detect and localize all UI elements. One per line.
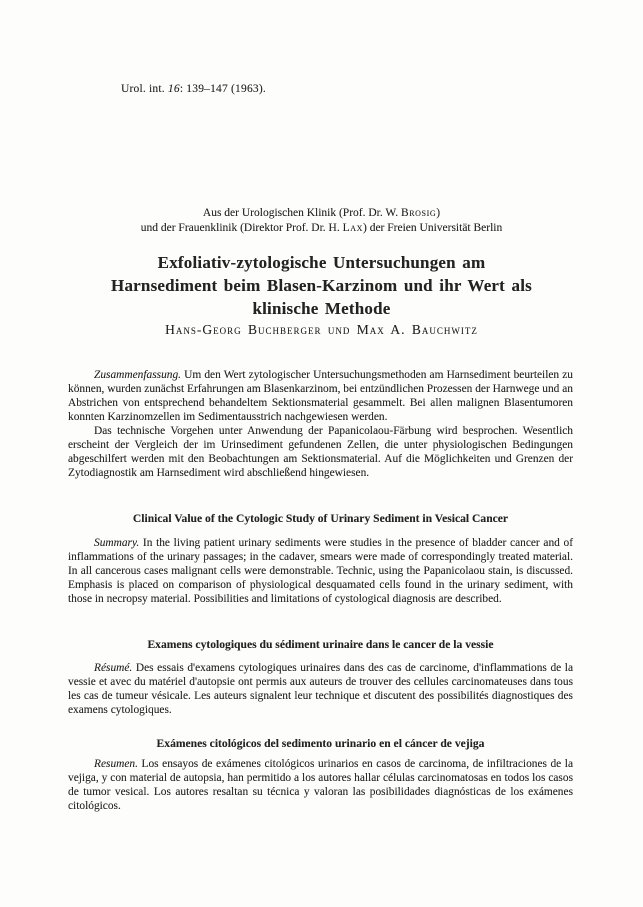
journal-name: Urol. int. bbox=[121, 83, 168, 95]
authors-line: Hans-Georg Buchberger und Max A. Bauchwitz bbox=[165, 322, 478, 337]
abstract-english-paragraph: Summary. In the living patient urinary sediments were studies in the presence of bladder cancer and of inflammations of the urinary passages; in the cadaver, smears were made of correspondingly treated material. In all cancerous cases malignant cells were demonstrable. Technic, using the Papanicolaou stain, is discussed. Emphasis is placed on comparison of physiological desquamated cells found in the urinary sediment, with those in necropsy material. Possibilities and limitations of cystological diagnosis are described. bbox=[68, 537, 573, 605]
abstract-english bbox=[68, 536, 573, 606]
title-line-2: Harnsediment beim Blasen-Karzinom und ihr Wert als bbox=[111, 276, 532, 295]
paper-title bbox=[55, 251, 588, 320]
abstract-spanish bbox=[68, 757, 573, 813]
section-heading-french: Examens cytologiques du sédiment urinaire dans le cancer de la vessie bbox=[147, 638, 494, 651]
section-heading-spanish: Exámenes citológicos del sedimento urinario en el cáncer de vejiga bbox=[156, 737, 485, 750]
abstract-french bbox=[68, 661, 573, 717]
abstract-english-label: Summary. bbox=[94, 537, 140, 549]
title-line-3: klinische Methode bbox=[252, 299, 391, 318]
abstract-german bbox=[68, 368, 573, 480]
professor-name-lax: Lax bbox=[342, 222, 363, 234]
abstract-french-label: Résumé. bbox=[94, 662, 133, 674]
affiliation bbox=[55, 206, 588, 236]
abstract-german-label: Zusammenfassung. bbox=[94, 369, 182, 381]
affiliation-line-1: Aus der Urologischen Klinik (Prof. Dr. W. Brosig) bbox=[202, 207, 441, 219]
section-heading-english: Clinical Value of the Cytologic Study of Urinary Sediment in Vesical Cancer bbox=[132, 512, 509, 525]
affiliation-line-2: und der Frauenklinik (Direktor Prof. Dr. H. Lax) der Freien Universität Berlin bbox=[140, 222, 503, 234]
abstract-german-paragraph-1: Zusammenfassung. Um den Wert zytologischer Untersuchungsmethoden am Harnsediment beurteilen zu können, wurden zunächst Erfahrungen am Blasenkarzinom, bei entzündlichen Prozessen der Harnwege und an Abstrichen von entsprechend behandeltem Sektionsmaterial gesammelt. Bei allen malignen Blasentumoren konnten Karzinomzellen im Sedimentausstrich nachgewiesen werden. bbox=[68, 369, 573, 423]
abstract-german-paragraph-2: Das technische Vorgehen unter Anwendung der Papanicolaou-Färbung wird besprochen. Wesentlich erscheint der Vergleich der im Urinsediment gefundenen Zellen, die unter physiologischen Bedingungen abgeschilfert werden mit den Beobachtungen am Sektionsmaterial. Auf die Möglichkeiten und Grenzen der Zytodiagnostik am Harnsediment wird abschließend hingewiesen. bbox=[68, 425, 573, 479]
journal-reference bbox=[121, 83, 266, 95]
title-line-1: Exfoliativ-zytologische Untersuchungen am bbox=[157, 253, 486, 272]
abstract-french-paragraph: Résumé. Des essais d'examens cytologiques urinaires dans des cas de carcinome, d'inflammations de la vessie et avec du matériel d'autopsie ont permis aux auteurs de trouver des cellules carcinomateuses dans tous les cas de tumeur vésicale. Les auteurs signalent leur technique et discutent des possibilités diagnostiques des examens cytologiques. bbox=[68, 662, 573, 716]
professor-name-brosig: Brosig bbox=[400, 207, 437, 219]
journal-pages-year: : 139–147 (1963). bbox=[179, 83, 266, 95]
abstract-spanish-label: Resumen. bbox=[94, 758, 138, 770]
journal-volume: 16 bbox=[167, 83, 180, 95]
abstract-spanish-paragraph: Resumen. Los ensayos de exámenes citológicos urinarios en casos de carcinoma, de infiltraciones de la vejiga, y con material de autopsia, han permitido a los autores hallar células carcinomatosas en todos los casos de tumor vesical. Los autores resaltan su técnica y valoran las posibilidades diagnósticas de los exámenes citológicos. bbox=[68, 758, 573, 812]
